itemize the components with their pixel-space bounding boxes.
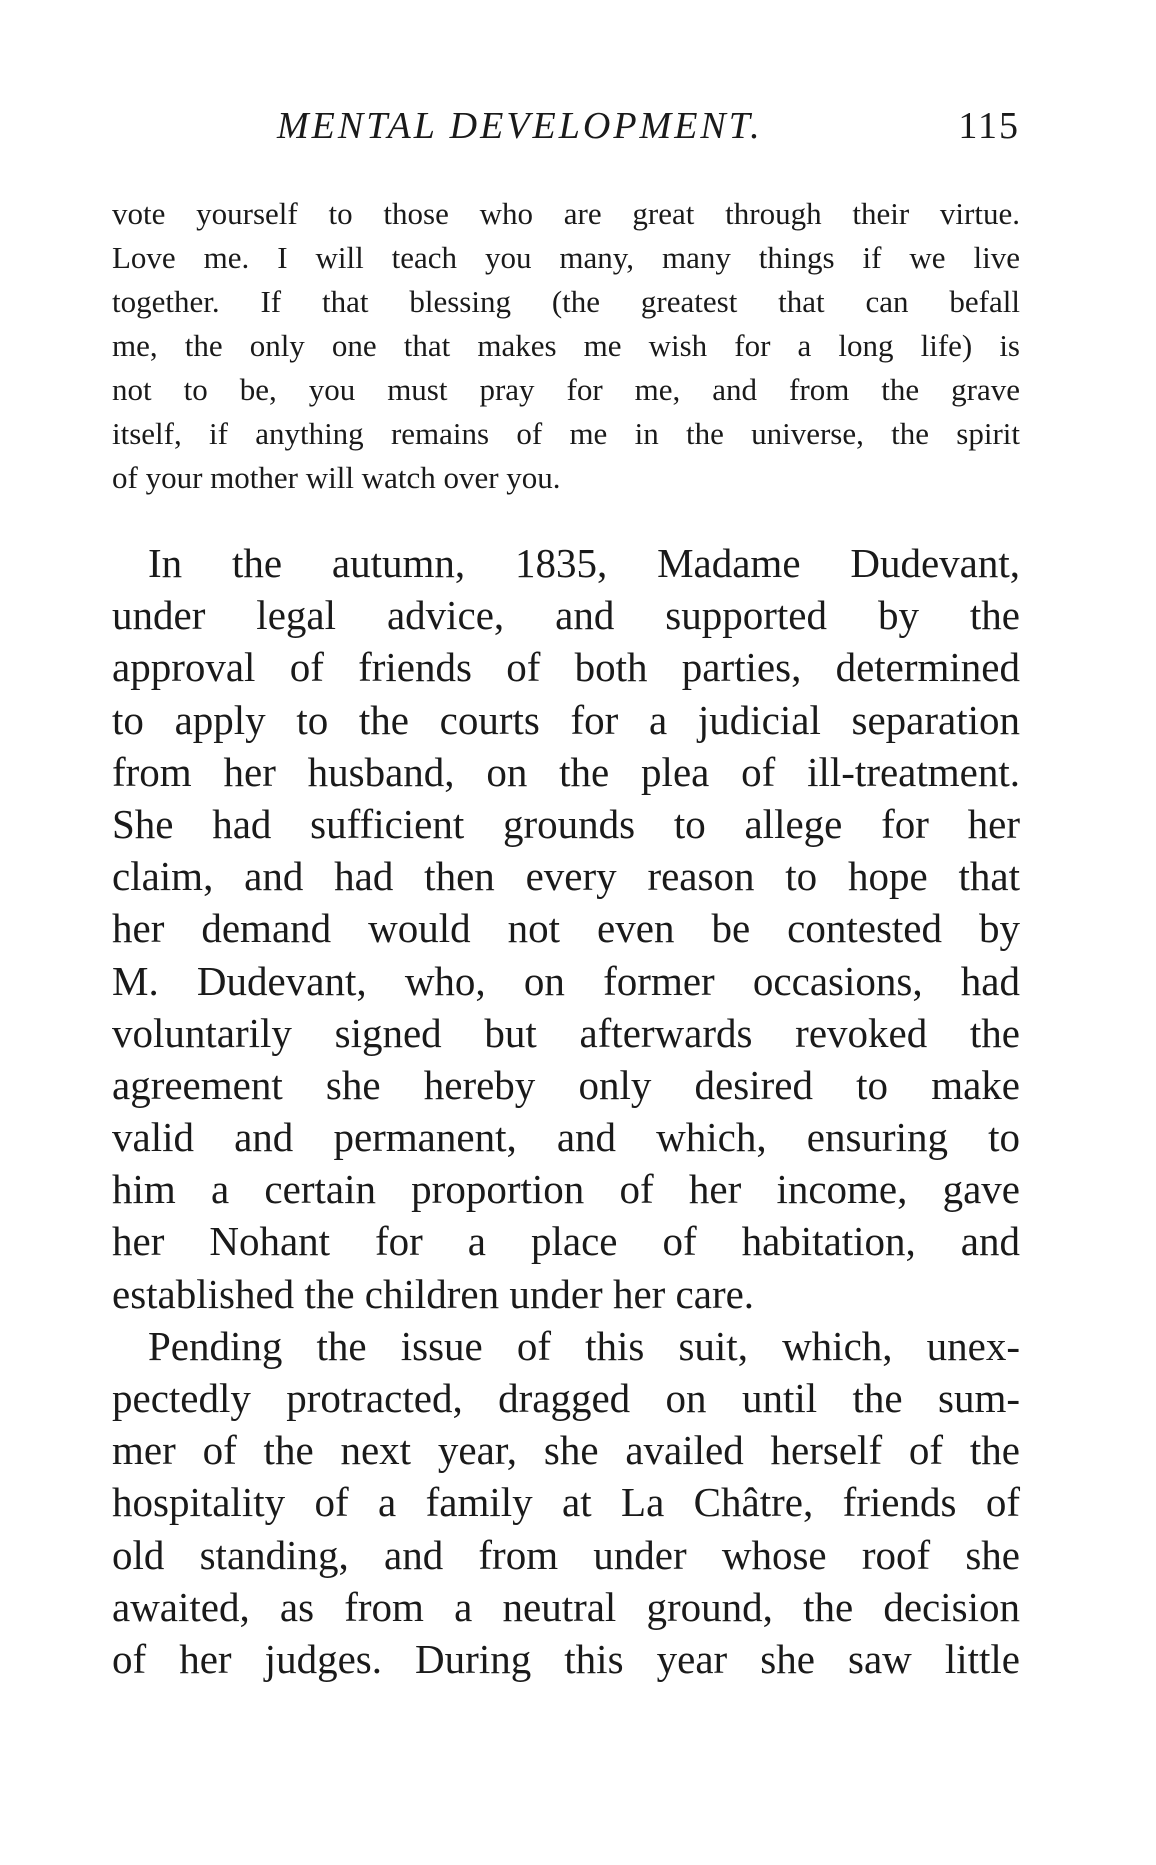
body-line: agreement she hereby only desired to make [112,1061,1020,1108]
body-line: of her judges. During this year she saw little [112,1635,1020,1682]
running-title: MENTAL DEVELOPMENT. [277,105,763,147]
quote-line: me, the only one that makes me wish for a long life) is [112,328,1020,363]
page-number: 115 [958,105,1020,147]
body-line: hospitality of a family at La Châtre, friends of [112,1479,1020,1526]
body-line: pectedly protracted, dragged on until the sum- [112,1375,1020,1421]
body-line: established the children under her care. [112,1270,755,1317]
body-line: In the autumn, 1835, Madame Dudevant, [148,540,1020,586]
body-line: from her husband, on the plea of ill-treatment. [112,748,1020,795]
body-line: her demand would not even be contested by [112,905,1020,952]
paragraph-2 [112,1320,1020,1685]
running-head [112,100,1020,150]
body-line: approval of friends of both parties, determined [112,644,1020,691]
body-line: claim, and had then every reason to hope that [112,853,1020,900]
body-line: old standing, and from under whose roof she [112,1531,1020,1578]
body-line: valid and permanent, and which, ensuring to [112,1114,1020,1161]
quote-line: Love me. I will teach you many, many things if we live [112,240,1020,275]
quote-line: not to be, you must pray for me, and from the grave [112,372,1020,407]
body-line: M. Dudevant, who, on former occasions, had [112,957,1020,1004]
body-line: him a certain proportion of her income, gave [112,1166,1020,1213]
quote-line: vote yourself to those who are great through their virtue. [112,196,1020,231]
body-line: her Nohant for a place of habitation, and [112,1218,1020,1265]
body-line: She had sufficient grounds to allege for her [112,800,1020,847]
body-line: under legal advice, and supported by the [112,592,1020,639]
body-line: Pending the issue of this suit, which, unex- [148,1322,1020,1369]
quote-line: together. If that blessing (the greatest that can befall [112,284,1020,319]
quote-line: of your mother will watch over you. [112,460,561,495]
quoted-letter [112,192,1020,500]
quote-line: itself, if anything remains of me in the universe, the spirit [112,416,1020,451]
body-line: to apply to the courts for a judicial separation [112,696,1020,743]
body-line: awaited, as from a neutral ground, the decision [112,1583,1020,1630]
body-text [112,537,1020,1685]
body-line: mer of the next year, she availed herself of the [112,1427,1020,1474]
body-line: voluntarily signed but afterwards revoked the [112,1009,1020,1056]
paragraph-1 [112,537,1020,1320]
